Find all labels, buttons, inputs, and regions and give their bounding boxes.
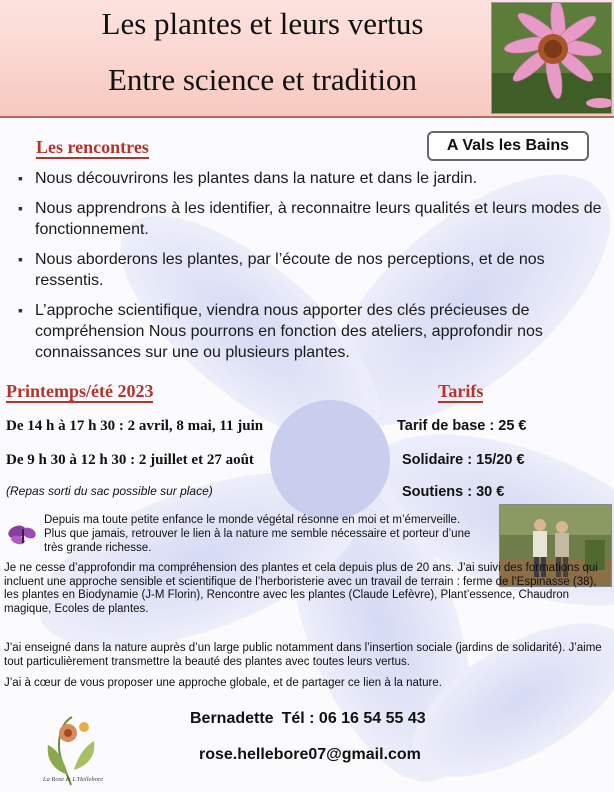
list-item: ▪ Nous aborderons les plantes, par l’écoute de nos perceptions, et de nos ressentis.: [18, 251, 545, 289]
bullet-icon: ▪: [18, 170, 23, 186]
bio-paragraph-3: J’ai à cœur de vous proposer une approche globale, et de partager ce lien à la nature.: [4, 677, 442, 689]
schedule-line-1: De 14 h à 17 h 30 : 2 avril, 8 mai, 11 juin: [6, 418, 264, 434]
rencontres-heading: Les rencontres: [36, 137, 149, 157]
title-line-2: Entre science et tradition: [107, 62, 417, 97]
tarif-solidaire: Solidaire : 15/20 €: [402, 452, 525, 468]
schedule-line-2: De 9 h 30 à 12 h 30 : 2 juillet et 27 août: [6, 452, 254, 468]
location-badge: A Vals les Bains: [427, 131, 589, 161]
bullet-icon: ▪: [18, 251, 23, 267]
list-item: ▪ Nous apprendrons à les identifier, à reconnaitre leurs qualités et leurs modes de fonctionnement.: [18, 200, 602, 238]
tarif-base: Tarif de base : 25 €: [397, 418, 527, 434]
bullet-icon: ▪: [18, 200, 23, 216]
list-item: ▪ Nous découvrirons les plantes dans la nature et dans le jardin.: [18, 170, 478, 187]
season-heading: Printemps/été 2023: [6, 381, 154, 401]
title-line-1: Les plantes et leurs vertus: [101, 6, 424, 41]
bio-paragraph-2: J’ai enseigné dans la nature auprès d’un large public notamment dans l’insertion sociale (jardins de solidarité). J’aime tout particulièrement transmettre la beauté des plantes avec toutes leurs vertus.: [4, 642, 602, 668]
contact-email[interactable]: rose.hellebore07@gmail.com: [199, 746, 421, 763]
bullet-icon: ▪: [18, 302, 23, 318]
contact-line: [190, 710, 426, 728]
butterfly-icon: [7, 524, 37, 546]
tarif-soutiens: Soutiens : 30 €: [402, 484, 505, 500]
bio-paragraph-1: Je ne cesse d’approfondir ma compréhension des plantes et cela depuis plus de 20 ans. J’ai suivi des formations qui incluent une approche sensible et scientifique de l’herboristerie avec un travail de terrain : ferme de l’Espinasse (38), les plantes en Biodynamie (J-M Florin), Rencontre avec les plantes (Claude Lefèvre), Plant’essence, Chaudron magique, Ecoles de plantes.: [4, 562, 598, 615]
list-item: ▪ L’approche scientifique, viendra nous apporter des clés précieuses de compréhension Nous pourrons en fonction des ateliers, approfondir nos connaissances sur une ou plusieurs plantes.: [18, 302, 543, 361]
logo-text: La Rose & L'Hellebore: [42, 776, 104, 783]
contact-phone[interactable]: Tél : 06 16 54 55 43: [281, 710, 426, 727]
meal-note: (Repas sorti du sac possible sur place): [6, 484, 213, 498]
bio-intro: Depuis ma toute petite enfance le monde végétal résonne en moi et m’émerveille. Plus que jamais, retrouver le lien à la nature me semble nécessaire et porteur d’une très grande richesse.: [44, 514, 471, 554]
rencontres-list: [16, 168, 606, 372]
tarifs-heading: Tarifs: [438, 381, 484, 401]
contact-name: Bernadette: [190, 710, 274, 727]
